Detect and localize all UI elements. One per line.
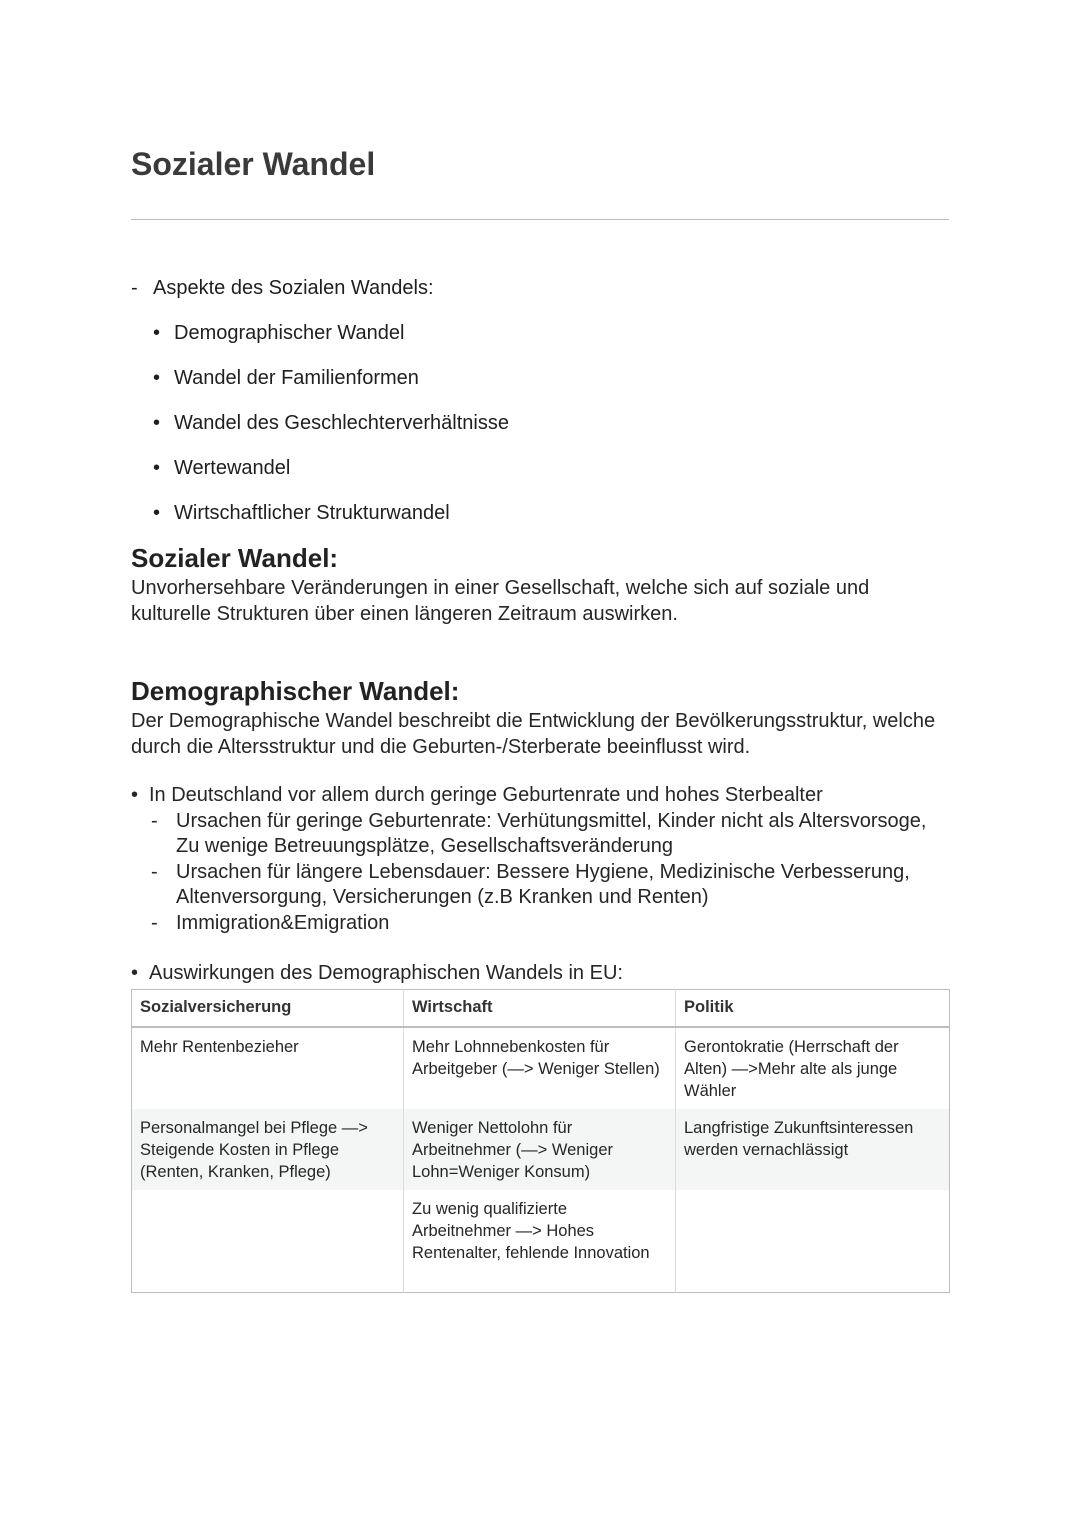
list-item: - Ursachen für längere Lebensdauer: Bessere Hygiene, Medizinische Verbesserung, Altenversorgung, Versicherungen (z.B Kranken und Renten) xyxy=(131,860,949,911)
cause-list xyxy=(131,809,949,937)
column-header: Sozialversicherung xyxy=(132,990,404,1028)
table-cell: Zu wenig qualifizierte Arbeitnehmer —> Hohes Rentenalter, fehlende Innovation xyxy=(404,1190,676,1292)
table-row xyxy=(132,1027,950,1109)
effects-heading: • Auswirkungen des Demographischen Wandels in EU: xyxy=(131,960,623,986)
table-cell xyxy=(676,1190,950,1292)
table-cell: Gerontokratie (Herrschaft der Alten) —>Mehr alte als junge Wähler xyxy=(676,1027,950,1109)
demographic-title: Demographischer Wandel: xyxy=(131,676,460,706)
bullet-germany: • In Deutschland vor allem durch geringe Geburtenrate und hohes Sterbealter xyxy=(131,783,949,809)
column-header: Politik xyxy=(676,990,950,1028)
table-header-row xyxy=(132,990,950,1028)
title-divider xyxy=(131,219,949,220)
list-item: - Ursachen für geringe Geburtenrate: Verhütungsmittel, Kinder nicht als Altersvorsoge, Zu wenige Betreuungsplätze, Gesellschaftsveränderung xyxy=(131,809,949,860)
table-cell: Mehr Rentenbezieher xyxy=(140,1038,299,1056)
demographic-bullets xyxy=(131,783,949,936)
table-row xyxy=(132,1190,950,1292)
table-cell: Langfristige Zukunftsinteressen werden vernachlässigt xyxy=(676,1109,950,1190)
table-row xyxy=(132,1109,950,1190)
aspects-items xyxy=(131,319,949,527)
table-cell: Mehr Lohnnebenkosten für Arbeitgeber (—> Weniger Stellen) xyxy=(404,1027,676,1109)
column-header: Wirtschaft xyxy=(404,990,676,1028)
list-item: • Demographischer Wandel xyxy=(131,319,949,347)
list-item: • Wirtschaftlicher Strukturwandel xyxy=(131,499,949,527)
social-change-title: Sozialer Wandel: xyxy=(131,543,339,573)
list-item: • Wandel der Familienformen xyxy=(131,364,949,392)
list-item: - Immigration&Emigration xyxy=(131,911,949,937)
page-title: Sozialer Wandel xyxy=(131,146,376,182)
list-item: • Wandel des Geschlechterverhältnisse xyxy=(131,409,949,437)
aspects-heading: - Aspekte des Sozialen Wandels: xyxy=(131,274,949,302)
table-cell xyxy=(132,1190,404,1292)
table-cell: Personalmangel bei Pflege —> Steigende Kosten in Pflege (Renten, Kranken, Pflege) xyxy=(132,1109,404,1190)
demographic-definition: Der Demographische Wandel beschreibt die Entwicklung der Bevölkerungsstruktur, welche durch die Altersstruktur und die Geburten-/Sterberate beeinflusst wird. xyxy=(131,710,936,758)
social-change-definition: Unvorhersehbare Veränderungen in einer Gesellschaft, welche sich auf soziale und kulturelle Strukturen über einen längeren Zeitraum auswirken. xyxy=(131,577,870,625)
effects-table xyxy=(131,989,950,1293)
aspects-list xyxy=(131,274,949,527)
list-item: • Wertewandel xyxy=(131,454,949,482)
table-cell: Weniger Nettolohn für Arbeitnehmer (—> Weniger Lohn=Weniger Konsum) xyxy=(404,1109,676,1190)
